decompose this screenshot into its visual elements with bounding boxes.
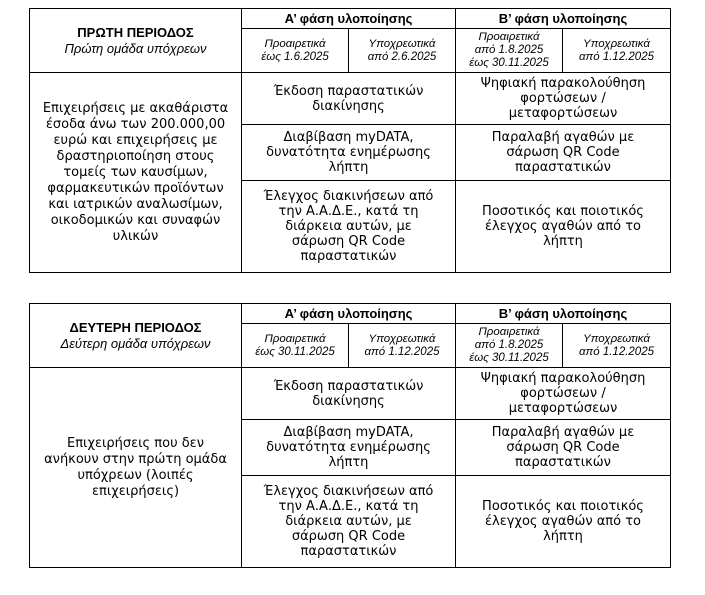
period-subtitle: Δεύτερη ομάδα υπόχρεων bbox=[60, 335, 211, 351]
phase-b-action: Παραλαβή αγαθών με σάρωση QR Code παραστατικών bbox=[456, 420, 671, 476]
phase-a-mandatory: Υποχρεωτικά από 1.12.2025 bbox=[349, 324, 456, 368]
first-period-table bbox=[29, 8, 671, 273]
phase-b-optional: Προαιρετικά από 1.8.2025 έως 30.11.2025 bbox=[456, 29, 563, 73]
phase-b-optional: Προαιρετικά από 1.8.2025 έως 30.11.2025 bbox=[456, 324, 563, 368]
phase-b-header: Β’ φάση υλοποίησης bbox=[456, 304, 671, 324]
phase-b-mandatory: Υποχρεωτικά από 1.12.2025 bbox=[563, 324, 671, 368]
phase-a-optional: Προαιρετικά έως 30.11.2025 bbox=[242, 324, 349, 368]
phase-a-action: Έλεγχος διακινήσεων από την Α.Α.Δ.Ε., κατά τη διάρκεια αυτών, με σάρωση QR Code παραστατικών bbox=[242, 181, 456, 273]
phase-a-action: Έκδοση παραστατικών διακίνησης bbox=[242, 368, 456, 420]
phase-b-action: Ποσοτικός και ποιοτικός έλεγχος αγαθών από το λήπτη bbox=[456, 476, 671, 568]
phase-a-action: Έκδοση παραστατικών διακίνησης bbox=[242, 73, 456, 125]
period-subtitle: Πρώτη ομάδα υπόχρεων bbox=[64, 40, 207, 56]
period-header-cell bbox=[30, 304, 242, 368]
phase-a-action: Διαβίβαση myDATA, δυνατότητα ενημέρωσης λήπτη bbox=[242, 420, 456, 476]
obligated-group-description: Επιχειρήσεις που δεν ανήκουν στην πρώτη ομάδα υπόχρεων (λοιπές επιχειρήσεις) bbox=[30, 368, 242, 568]
phase-a-action: Διαβίβαση myDATA, δυνατότητα ενημέρωσης λήπτη bbox=[242, 125, 456, 181]
phase-b-action: Παραλαβή αγαθών με σάρωση QR Code παραστατικών bbox=[456, 125, 671, 181]
phase-a-mandatory: Υποχρεωτικά από 2.6.2025 bbox=[349, 29, 456, 73]
phase-b-action: Ποσοτικός και ποιοτικός έλεγχος αγαθών από το λήπτη bbox=[456, 181, 671, 273]
phase-a-header: Α’ φάση υλοποίησης bbox=[242, 304, 456, 324]
period-header-cell bbox=[30, 9, 242, 73]
phase-b-mandatory: Υποχρεωτικά από 1.12.2025 bbox=[563, 29, 671, 73]
phase-b-header: Β’ φάση υλοποίησης bbox=[456, 9, 671, 29]
phase-b-action: Ψηφιακή παρακολούθηση φορτώσεων / μεταφορτώσεων bbox=[456, 368, 671, 420]
phase-b-action: Ψηφιακή παρακολούθηση φορτώσεων / μεταφορτώσεων bbox=[456, 73, 671, 125]
phase-a-optional: Προαιρετικά έως 1.6.2025 bbox=[242, 29, 349, 73]
period-title: ΠΡΩΤΗ ΠΕΡΙΟΔΟΣ bbox=[77, 24, 194, 40]
phase-a-action: Έλεγχος διακινήσεων από την Α.Α.Δ.Ε., κατά τη διάρκεια αυτών, με σάρωση QR Code παραστατικών bbox=[242, 476, 456, 568]
period-title: ΔΕΥΤΕΡΗ ΠΕΡΙΟΔΟΣ bbox=[69, 319, 202, 335]
phase-a-header: Α’ φάση υλοποίησης bbox=[242, 9, 456, 29]
obligated-group-description: Επιχειρήσεις με ακαθάριστα έσοδα άνω των 200.000,00 ευρώ και επιχειρήσεις με δραστηριοποίηση στους τομείς των καυσίμων, φαρμακευτικών προϊόντων και ιατρικών αναλωσίμων, οικοδομικών και συναφών υλικών bbox=[30, 73, 242, 273]
second-period-table bbox=[29, 303, 671, 568]
